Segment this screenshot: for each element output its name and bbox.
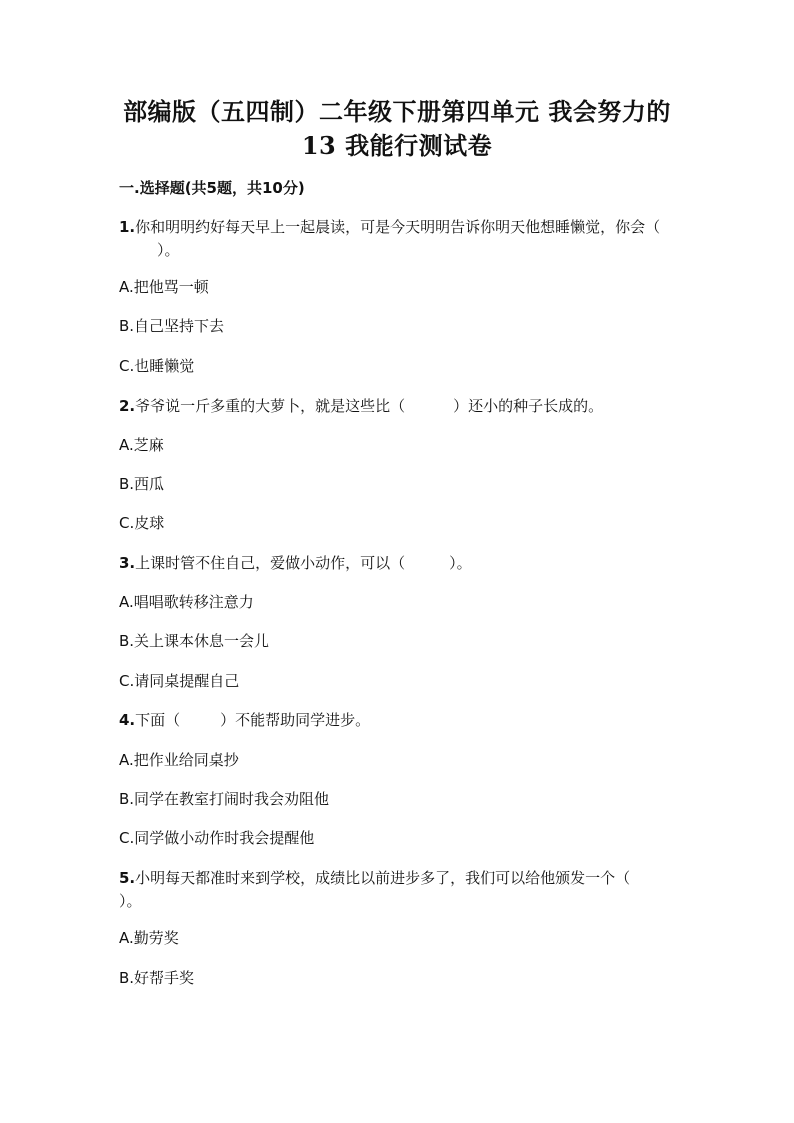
section-heading: 一.选择题(共5题，共10分): [119, 179, 305, 197]
question-number: 4.: [119, 711, 136, 729]
question-text-before: 上课时管不住自己，爱做小动作，可以（: [135, 554, 406, 572]
option-a[interactable]: A.把他骂一顿: [119, 278, 209, 296]
question-text-before: 下面（: [135, 711, 181, 729]
option-b[interactable]: B.同学在教室打闹时我会劝阻他: [119, 790, 330, 808]
question-text-after: ）。: [119, 892, 142, 910]
question-text-before: 你和明明约好每天早上一起晨读，可是今天明明告诉你明天他想睡懒觉，你会（: [135, 218, 661, 236]
question-text-after: ）。: [157, 241, 180, 259]
question-number: 5.: [119, 869, 136, 887]
option-b[interactable]: B.好帮手奖: [119, 969, 195, 987]
question-4: [119, 709, 679, 732]
question-text-before: 爷爷说一斤多重的大萝卜，就是这些比（: [135, 397, 406, 415]
option-c[interactable]: C.请同桌提醒自己: [119, 672, 240, 690]
question-text-after: ）不能帮助同学进步。: [220, 711, 371, 729]
question-number: 1.: [119, 218, 136, 236]
option-a[interactable]: A.芝麻: [119, 436, 164, 454]
question-2: [119, 395, 679, 418]
option-c[interactable]: C.同学做小动作时我会提醒他: [119, 829, 315, 847]
question-text-after: ）。: [449, 554, 472, 572]
option-b[interactable]: B.西瓜: [119, 475, 165, 493]
question-5: [119, 867, 679, 913]
exam-title-line-1: 部编版（五四制）二年级下册第四单元 我会努力的: [123, 97, 671, 126]
option-a[interactable]: A.勤劳奖: [119, 929, 179, 947]
exam-title-line-2: 13 我能行测试卷: [301, 131, 493, 160]
question-3: [119, 552, 679, 575]
option-a[interactable]: A.把作业给同桌抄: [119, 751, 239, 769]
question-number: 2.: [119, 397, 136, 415]
question-1: [119, 216, 679, 262]
question-text-after: ）还小的种子长成的。: [453, 397, 604, 415]
option-c[interactable]: C.也睡懒觉: [119, 357, 195, 375]
question-number: 3.: [119, 554, 136, 572]
option-c[interactable]: C.皮球: [119, 514, 165, 532]
option-b[interactable]: B.关上课本休息一会儿: [119, 632, 270, 650]
option-b[interactable]: B.自己坚持下去: [119, 317, 225, 335]
question-text-before: 小明每天都准时来到学校，成绩比以前进步多了，我们可以给他颁发一个（: [135, 869, 631, 887]
option-a[interactable]: A.唱唱歌转移注意力: [119, 593, 254, 611]
